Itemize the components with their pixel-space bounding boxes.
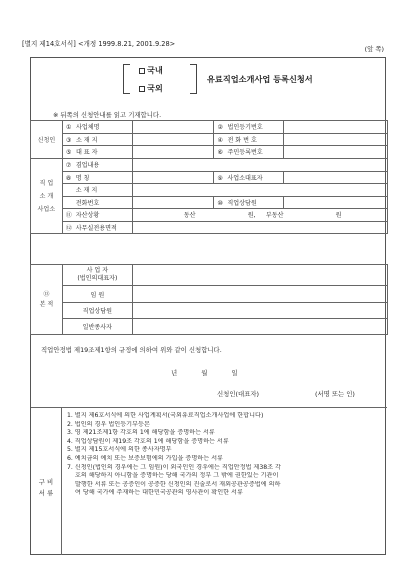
company-name-field[interactable]	[132, 121, 214, 134]
docs-section-label: 구 비 서 류	[31, 407, 62, 555]
role-staff-label: 일반종사자	[62, 319, 132, 335]
counselor-label: ⑩ 직업상담원	[214, 196, 284, 209]
checkbox-icon[interactable]	[139, 68, 145, 74]
resident-no-label: ⑥ 주민등록번호	[214, 146, 284, 159]
date-year: 년	[171, 369, 178, 377]
option-overseas[interactable]: 국외	[139, 83, 163, 94]
doc-item: 여 당해 국가에 주재하는 대한민국공관의 영사관이 확인한 서류	[75, 489, 243, 497]
applicant-section-label: 신청인	[31, 121, 63, 159]
real-estate-unit: 원	[335, 212, 342, 220]
doc-item: 3. 영 제21조제1항 각호의 1에 해당함을 증명하는 서류	[67, 429, 215, 437]
signature-mark[interactable]: (서명 또는 인)	[315, 390, 355, 398]
application-form	[30, 57, 386, 555]
side-label: (앞 쪽)	[364, 45, 384, 53]
office-name-label: ⑧ 명 칭	[62, 171, 132, 184]
role-officer-field[interactable]	[132, 286, 387, 303]
side-business-field[interactable]	[132, 159, 387, 172]
counselor-field[interactable]	[284, 196, 388, 209]
movable-assets-unit: 원,	[247, 212, 256, 220]
role-owner-label: 사 업 자 (법인의대표자)	[62, 265, 132, 286]
corp-reg-field[interactable]	[284, 121, 388, 134]
office-phone-label: 전화번호	[62, 196, 132, 209]
role-officer-label: 임 원	[62, 286, 132, 303]
title-bracket-right	[190, 64, 197, 94]
required-documents-list	[67, 412, 383, 498]
office-rep-field[interactable]	[284, 171, 388, 184]
representative-label: ⑤ 대 표 자	[62, 146, 132, 159]
doc-item: 1. 별지 제6호서식에 의한 사업계획서(국외유료직업소개사업에 한합니다)	[67, 412, 264, 419]
title-bracket-left	[123, 64, 130, 94]
representative-field[interactable]	[132, 146, 214, 159]
role-owner-field[interactable]	[132, 265, 387, 286]
doc-item: 발행한 서류 또는 공증인이 공증한 신청인의 진술로서 재외공관공증법에 의하	[75, 480, 281, 488]
statement: 직업안정법 제19조제1항의 규정에 의하여 위와 같이 신청합니다.	[41, 346, 222, 354]
office-name-field[interactable]	[132, 171, 214, 184]
office-area-field[interactable]	[132, 221, 387, 234]
role-staff-field[interactable]	[132, 319, 387, 335]
resident-no-field[interactable]	[284, 146, 388, 159]
address-field[interactable]	[132, 133, 214, 146]
docs-divider	[31, 407, 387, 408]
doc-item: 호의 해당하지 아니함을 증명하는 당해 국가의 정부 그 밖에 권한있는 기관이	[75, 472, 279, 480]
company-name-label: ① 사업체명	[62, 121, 132, 134]
phone-field[interactable]	[284, 133, 388, 146]
office-phone-field[interactable]	[132, 196, 214, 209]
role-counselor-field[interactable]	[132, 303, 387, 319]
assets-label: ⑪ 자산상황	[62, 209, 132, 222]
signer-label: 신청인(대표자)	[217, 390, 260, 398]
phone-label: ④ 전 화 번 호	[214, 133, 284, 146]
date-line[interactable]	[171, 368, 238, 377]
doc-item: 5. 별지 제15호서식에 의한 종사자명부	[67, 446, 172, 454]
date-month: 월	[201, 369, 208, 377]
form-header	[22, 38, 175, 48]
date-day: 일	[231, 369, 238, 377]
form-title	[123, 64, 323, 108]
doc-item: 2. 법인의 경우 법인등기부등본	[67, 420, 150, 428]
real-estate-label: 부동산	[265, 212, 284, 220]
form-revision: <개정 1999.8.21, 2001.9.28>	[77, 40, 176, 48]
side-business-label: ⑦ 겸업내용	[62, 159, 132, 172]
applicant-table	[30, 120, 388, 159]
instruction: ※ 뒤쪽의 신청안내를 읽고 기재합니다.	[53, 111, 162, 119]
address-label: ③ 소 재 지	[62, 133, 132, 146]
doc-item: 7. 신청인(법인의 경우에는 그 임원)이 외국인인 경우에는 직업안정법 제38조 각	[67, 463, 281, 471]
office-table	[30, 158, 388, 234]
checkbox-icon[interactable]	[139, 86, 145, 92]
personnel-table	[30, 264, 388, 335]
office-rep-label: ⑨ 사업소대표자	[214, 171, 284, 184]
doc-item: 6. 예치금의 예치 또는 보증보험에의 가입을 증명하는 서류	[67, 454, 223, 462]
office-address-field[interactable]	[132, 184, 387, 197]
movable-assets-label: 동산	[183, 212, 196, 220]
personnel-section-label: ⑬ 본 적	[31, 265, 63, 335]
title-main: 유료직업소개사업 등록신청서	[207, 74, 313, 84]
role-counselor-label: 직업상담원	[62, 303, 132, 319]
doc-item: 4. 직업상담원이 제19조 각호의 1에 해당함을 증명하는 서류	[67, 437, 229, 445]
office-address-label: 소 재 지	[62, 184, 132, 197]
office-section-label: 직 업 소 개 사업소	[31, 159, 63, 234]
form-number: [별지 제14호서식]	[22, 40, 76, 48]
office-area-label: ⑫ 사무실전용면적	[62, 221, 132, 234]
corp-reg-label: ② 법인등기번호	[214, 121, 284, 134]
assets-field[interactable]	[132, 209, 387, 222]
option-domestic[interactable]: 국내	[139, 65, 163, 76]
